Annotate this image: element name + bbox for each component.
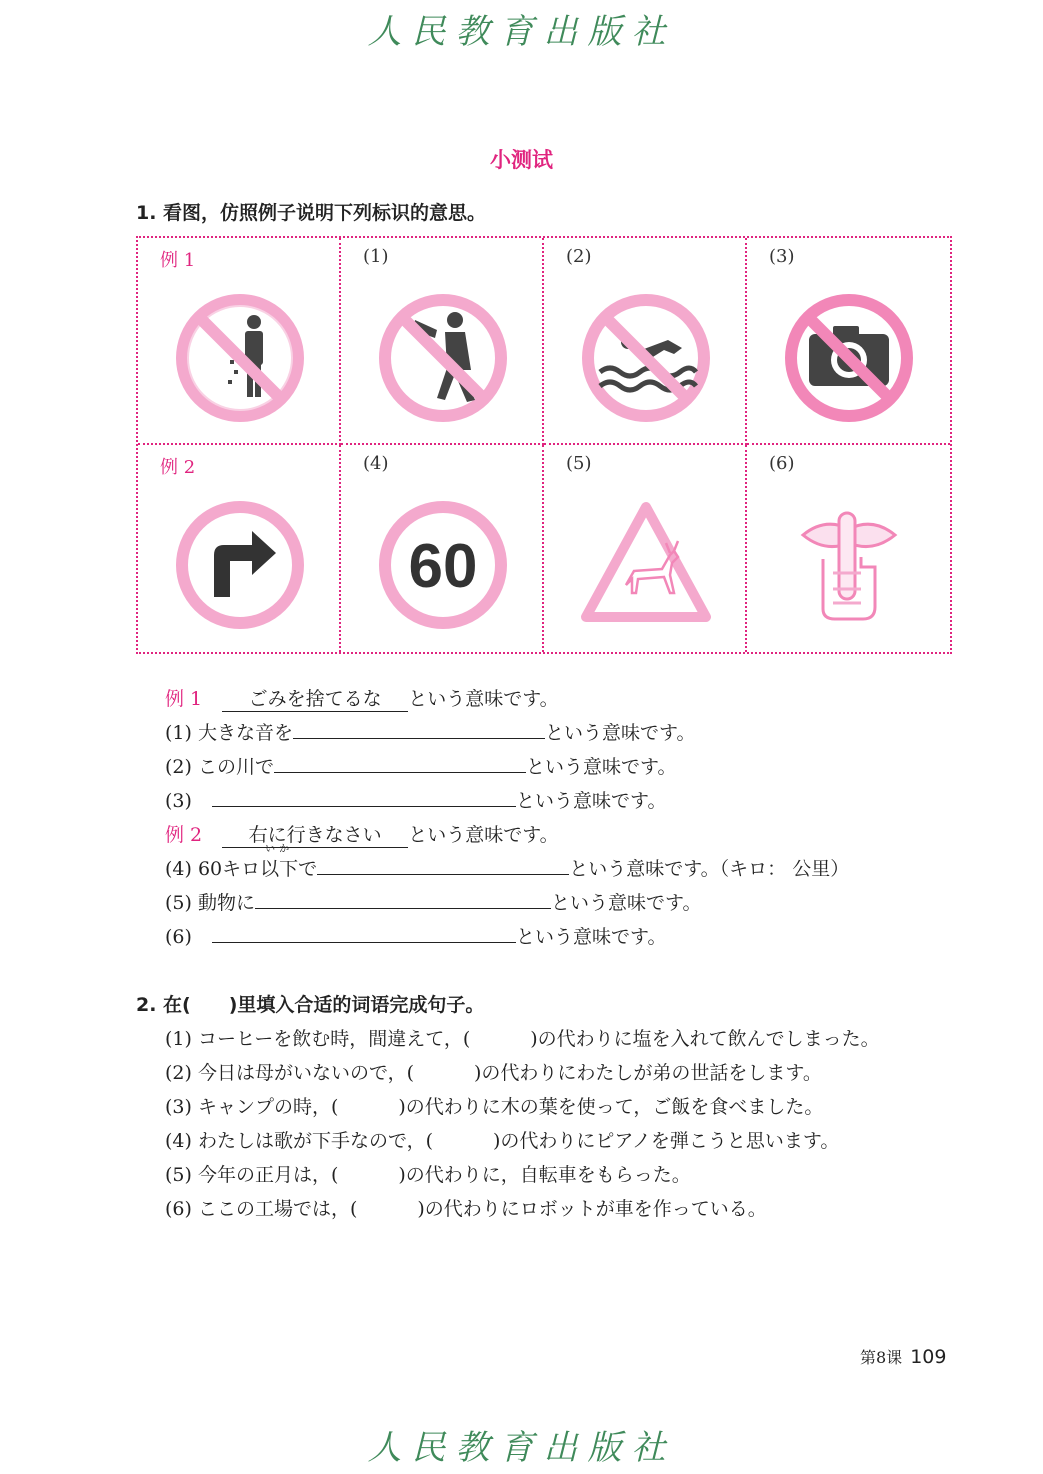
answer-blank[interactable] [293, 720, 545, 739]
line-label: (3) [165, 790, 192, 812]
q1-item-1-line [165, 718, 695, 745]
sign-cell-2 [544, 238, 747, 445]
sentence-after: )の代わりにロボットが車を作っている。 [417, 1198, 767, 1220]
line-label: (6) [165, 926, 192, 948]
line-label: (4) [165, 1130, 192, 1152]
sentence-after: )の代わりにピアノを弾こうと思います。 [493, 1130, 840, 1152]
animal-crossing-warning-sign-icon [578, 497, 714, 633]
sign-cell-label: (6) [769, 453, 795, 474]
line-label: (6) [165, 1198, 192, 1220]
line-label: (5) [165, 1164, 192, 1186]
line-label: (1) [165, 722, 192, 744]
sign-cell-4 [341, 445, 544, 652]
sentence-after: )の代わりに，自転車をもらった。 [398, 1164, 691, 1186]
ruby-base: 以下 [260, 858, 299, 880]
sentence-before: キャンプの時，( [197, 1096, 339, 1118]
line-label: (3) [165, 1096, 192, 1118]
sentence-before: 今年の正月は，( [197, 1164, 339, 1186]
line-prefix: 動物に [197, 892, 255, 914]
q1-item-2-line [165, 752, 676, 779]
q2-item-4 [165, 1126, 839, 1153]
line-label: (5) [165, 892, 192, 914]
lesson-label: 第8课 [860, 1348, 903, 1367]
q1-example-2-line [165, 820, 559, 848]
sign-cell-example-1 [138, 238, 341, 445]
line-suffix: という意味です。 [408, 688, 559, 710]
line-prefix: 大きな音を [197, 722, 293, 744]
line-label: 例 1 [165, 688, 203, 710]
line-suffix: という意味です。 [550, 892, 702, 914]
sign-cell-label: (5) [566, 453, 592, 474]
no-photography-sign-icon [781, 290, 917, 426]
line-prefix: この川で [197, 756, 274, 778]
question-1-heading: 1. 看图，仿照例子说明下列标识的意思。 [136, 202, 487, 224]
line-label: (4) [165, 858, 192, 880]
line-suffix: という意味です。 [544, 722, 696, 744]
answer-blank[interactable] [274, 754, 526, 773]
line-suffix: という意味です。 [515, 926, 667, 948]
publisher-watermark-top: 人民教育出版社 [367, 12, 676, 52]
example-answer: 右に行きなさい [222, 820, 408, 848]
answer-blank[interactable] [212, 788, 516, 807]
page-footer [860, 1345, 946, 1368]
sign-cell-label: 例 2 [160, 457, 196, 478]
question-2-heading: 2. 在( )里填入合适的词语完成句子。 [136, 994, 485, 1016]
q1-item-3-line [165, 786, 666, 813]
ruby-word [260, 844, 299, 881]
sentence-before: ここの工場では，( [197, 1198, 358, 1220]
ruby-reading: いか [265, 844, 294, 855]
line-label: (2) [165, 756, 192, 778]
sign-cell-1 [341, 238, 544, 445]
line-suffix: という意味です。 [525, 756, 677, 778]
q2-item-5 [165, 1160, 691, 1187]
sign-cell-label: (1) [363, 246, 389, 267]
no-littering-sign-icon [172, 290, 308, 426]
example-answer: ごみを捨てるな [222, 684, 408, 712]
no-loud-noise-sign-icon [375, 290, 511, 426]
q1-item-5-line [165, 888, 701, 915]
svg-text:60: 60 [408, 532, 478, 601]
quiet-please-sign-icon [781, 497, 917, 633]
sign-cell-6 [747, 445, 950, 652]
sentence-before: わたしは歌が下手なので，( [197, 1130, 434, 1152]
line-prefix: で [298, 858, 318, 880]
q1-item-4-line [165, 844, 850, 881]
line-label: 例 2 [165, 824, 203, 846]
q1-example-1-line [165, 684, 559, 712]
sign-cell-label: (3) [769, 246, 795, 267]
sentence-before: コーヒーを飲む時，間違えて，( [197, 1028, 471, 1050]
q2-item-3 [165, 1092, 823, 1119]
no-swimming-sign-icon [578, 290, 714, 426]
line-label: (1) [165, 1028, 192, 1050]
sentence-after: )の代わりにわたしが弟の世話をします。 [474, 1062, 822, 1084]
publisher-watermark-bottom: 人民教育出版社 [367, 1428, 676, 1468]
page-title: 小测试 [490, 148, 553, 172]
q2-item-2 [165, 1058, 822, 1085]
sentence-after: )の代わりに木の葉を使って，ご飯を食べました。 [398, 1096, 824, 1118]
sign-cell-label: (4) [363, 453, 389, 474]
line-suffix: という意味です。（キロ： 公里） [569, 858, 850, 880]
sign-cell-5 [544, 445, 747, 652]
answer-blank[interactable] [212, 924, 516, 943]
sign-grid [136, 236, 952, 654]
answer-blank[interactable] [255, 890, 551, 909]
sign-cell-label: 例 1 [160, 250, 196, 271]
sign-cell-label: (2) [566, 246, 592, 267]
answer-blank[interactable] [317, 856, 569, 875]
line-suffix: という意味です。 [515, 790, 667, 812]
sign-cell-example-2 [138, 445, 341, 652]
page-number: 109 [910, 1346, 947, 1368]
sentence-before: 今日は母がいないので，( [197, 1062, 415, 1084]
turn-right-sign-icon [172, 497, 308, 633]
line-prefix: 60キロ [197, 858, 261, 880]
speed-limit-60-sign-icon [375, 497, 511, 633]
q2-item-1 [165, 1024, 880, 1051]
sentence-after: )の代わりに塩を入れて飲んでしまった。 [530, 1028, 880, 1050]
line-suffix: という意味です。 [408, 824, 559, 846]
sign-cell-3 [747, 238, 950, 445]
line-label: (2) [165, 1062, 192, 1084]
q1-item-6-line [165, 922, 666, 949]
q2-item-6 [165, 1194, 767, 1221]
